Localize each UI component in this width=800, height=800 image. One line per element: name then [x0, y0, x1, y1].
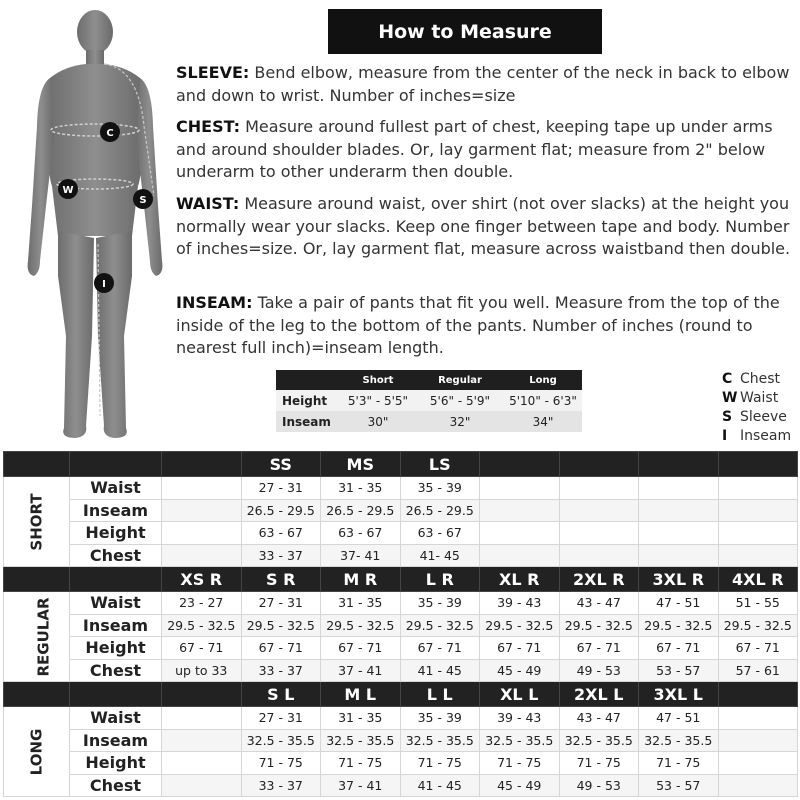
- svg-text:W: W: [62, 185, 74, 196]
- legend: [722, 370, 791, 446]
- size-row-inseam: [4, 614, 798, 637]
- size-label: L R: [400, 567, 480, 592]
- fit-cell: 34": [504, 411, 582, 432]
- size-cell: 43 - 47: [559, 592, 639, 615]
- size-cell: [639, 477, 719, 500]
- size-row-waist: [4, 477, 798, 500]
- group-label-text: SHORT: [27, 492, 46, 551]
- chest-instruction: CHEST: Measure around fullest part of chest, keeping tape up under arms and around shoulder blades. Or, lay garment flat; measure from 2" below underarm to other underarm then double.: [176, 117, 773, 181]
- size-cell: [718, 707, 798, 730]
- size-label: [718, 682, 798, 707]
- sleeve-instruction: SLEEVE: Bend elbow, measure from the center of the neck in back to elbow and down to wrist. Number of inches=size: [176, 63, 790, 105]
- fit-row-label: Inseam: [276, 411, 340, 432]
- fit-header-short: Short: [340, 370, 416, 390]
- size-cell: 29.5 - 32.5: [162, 614, 242, 637]
- size-label: XL L: [480, 682, 560, 707]
- size-cell: 26.5 - 29.5: [321, 499, 401, 522]
- size-cell: [718, 729, 798, 752]
- size-label: 3XL L: [639, 682, 719, 707]
- size-row-chest: [4, 544, 798, 567]
- measure-label: Height: [70, 637, 162, 660]
- size-header-row-long: [4, 682, 798, 707]
- size-cell: 71 - 75: [400, 752, 480, 775]
- header-corner: [70, 567, 162, 592]
- measure-label: Waist: [70, 592, 162, 615]
- size-cell: 29.5 - 32.5: [639, 614, 719, 637]
- size-cell: 53 - 57: [639, 774, 719, 797]
- size-label: XS R: [162, 567, 242, 592]
- size-cell: [480, 522, 560, 545]
- size-cell: [162, 499, 242, 522]
- size-cell: [718, 752, 798, 775]
- measure-label: Inseam: [70, 614, 162, 637]
- size-cell: 49 - 53: [559, 659, 639, 682]
- measure-label: Chest: [70, 544, 162, 567]
- waist-marker-icon: [58, 179, 78, 199]
- svg-text:I: I: [102, 279, 106, 290]
- size-cell: 71 - 75: [321, 752, 401, 775]
- measure-label: Chest: [70, 659, 162, 682]
- size-cell: [718, 544, 798, 567]
- size-cell: [718, 499, 798, 522]
- size-cell: 67 - 71: [559, 637, 639, 660]
- size-cell: 41 - 45: [400, 774, 480, 797]
- size-row-chest: [4, 659, 798, 682]
- body-figure: [20, 6, 170, 446]
- size-header-row-short: [4, 452, 798, 477]
- size-cell: [559, 544, 639, 567]
- header-corner: [70, 452, 162, 477]
- size-cell: 35 - 39: [400, 592, 480, 615]
- size-row-inseam: [4, 729, 798, 752]
- measure-label: Height: [70, 522, 162, 545]
- size-cell: 71 - 75: [639, 752, 719, 775]
- inseam-marker-icon: [94, 273, 114, 293]
- size-label: SS: [241, 452, 321, 477]
- size-cell: [639, 522, 719, 545]
- size-header-row-regular: [4, 567, 798, 592]
- fit-header-regular: Regular: [416, 370, 504, 390]
- size-row-waist: [4, 592, 798, 615]
- size-chart-table: [3, 451, 798, 797]
- size-cell: [718, 774, 798, 797]
- fit-cell: 5'6" - 5'9": [416, 390, 504, 411]
- size-cell: 26.5 - 29.5: [241, 499, 321, 522]
- size-cell: 39 - 43: [480, 592, 560, 615]
- measure-label: Waist: [70, 477, 162, 500]
- size-cell: 41- 45: [400, 544, 480, 567]
- fit-cell: 5'3" - 5'5": [340, 390, 416, 411]
- size-cell: [639, 544, 719, 567]
- fit-table: [276, 370, 582, 432]
- size-cell: [162, 707, 242, 730]
- chest-marker-icon: [100, 122, 120, 142]
- size-cell: 32.5 - 35.5: [321, 729, 401, 752]
- waist-instruction: WAIST: Measure around waist, over shirt (not over slacks) at the height you normally wear your slacks. Keep one finger between tape and body. Number of inches=size. Or, lay garment flat, measure across waistband then double.: [176, 194, 791, 258]
- size-cell: 71 - 75: [559, 752, 639, 775]
- size-cell: 71 - 75: [480, 752, 560, 775]
- size-cell: 27 - 31: [241, 592, 321, 615]
- legend-item-waist: W Waist: [722, 390, 779, 406]
- size-cell: 31 - 35: [321, 477, 401, 500]
- size-cell: 27 - 31: [241, 707, 321, 730]
- header-corner: [4, 452, 70, 477]
- size-cell: 29.5 - 32.5: [559, 614, 639, 637]
- size-cell: 63 - 67: [241, 522, 321, 545]
- size-label: LS: [400, 452, 480, 477]
- inseam-instruction: INSEAM: Take a pair of pants that fit you well. Measure from the top of the inside of the leg to the bottom of the pants. Number of inches (round to nearest full inch)=inseam length.: [176, 293, 780, 357]
- size-row-chest: [4, 774, 798, 797]
- size-cell: [559, 477, 639, 500]
- size-cell: [559, 499, 639, 522]
- size-label: S R: [241, 567, 321, 592]
- size-label: M R: [321, 567, 401, 592]
- size-cell: 43 - 47: [559, 707, 639, 730]
- size-row-height: [4, 752, 798, 775]
- size-cell: up to 33: [162, 659, 242, 682]
- size-cell: 31 - 35: [321, 592, 401, 615]
- size-label: 2XL R: [559, 567, 639, 592]
- fit-row-label: Height: [276, 390, 340, 411]
- size-cell: 32.5 - 35.5: [400, 729, 480, 752]
- page-title: How to Measure: [328, 9, 602, 54]
- size-cell: 31 - 35: [321, 707, 401, 730]
- size-label: 3XL R: [639, 567, 719, 592]
- size-cell: 29.5 - 32.5: [321, 614, 401, 637]
- fit-table-header: [276, 370, 582, 390]
- size-cell: 67 - 71: [480, 637, 560, 660]
- size-cell: 23 - 27: [162, 592, 242, 615]
- size-label: MS: [321, 452, 401, 477]
- size-row-height: [4, 637, 798, 660]
- size-cell: 26.5 - 29.5: [400, 499, 480, 522]
- size-cell: 67 - 71: [639, 637, 719, 660]
- size-cell: [718, 522, 798, 545]
- fit-row-height: [276, 390, 582, 411]
- size-cell: [480, 544, 560, 567]
- size-cell: 32.5 - 35.5: [639, 729, 719, 752]
- size-cell: 29.5 - 32.5: [480, 614, 560, 637]
- size-cell: [162, 522, 242, 545]
- measure-label: Waist: [70, 707, 162, 730]
- size-cell: 32.5 - 35.5: [559, 729, 639, 752]
- group-label-text: REGULAR: [34, 596, 53, 677]
- size-cell: 67 - 71: [321, 637, 401, 660]
- size-cell: 47 - 51: [639, 592, 719, 615]
- size-cell: 53 - 57: [639, 659, 719, 682]
- group-label-regular: [4, 592, 70, 682]
- svg-text:C: C: [106, 128, 114, 139]
- size-cell: 63 - 67: [400, 522, 480, 545]
- size-label: XL R: [480, 567, 560, 592]
- size-label: 4XL R: [718, 567, 798, 592]
- header-corner: [70, 682, 162, 707]
- size-cell: 67 - 71: [400, 637, 480, 660]
- size-label: M L: [321, 682, 401, 707]
- legend-item-chest: C Chest: [722, 371, 781, 387]
- group-label-text: LONG: [27, 728, 46, 775]
- fit-row-inseam: [276, 411, 582, 432]
- size-cell: 67 - 71: [162, 637, 242, 660]
- size-cell: 29.5 - 32.5: [241, 614, 321, 637]
- size-cell: 41 - 45: [400, 659, 480, 682]
- size-cell: 51 - 55: [718, 592, 798, 615]
- size-label: L L: [400, 682, 480, 707]
- size-cell: 57 - 61: [718, 659, 798, 682]
- size-label: 2XL L: [559, 682, 639, 707]
- size-cell: 67 - 71: [718, 637, 798, 660]
- size-cell: 63 - 67: [321, 522, 401, 545]
- size-cell: [162, 752, 242, 775]
- size-cell: 27 - 31: [241, 477, 321, 500]
- measure-label: Height: [70, 752, 162, 775]
- size-label: [162, 682, 242, 707]
- size-cell: [162, 544, 242, 567]
- size-cell: 37- 41: [321, 544, 401, 567]
- size-cell: 49 - 53: [559, 774, 639, 797]
- measure-label: Inseam: [70, 729, 162, 752]
- size-label: [480, 452, 560, 477]
- size-cell: [162, 729, 242, 752]
- size-cell: 45 - 49: [480, 774, 560, 797]
- fit-cell: 32": [416, 411, 504, 432]
- measure-label: Inseam: [70, 499, 162, 522]
- header-corner: [4, 682, 70, 707]
- size-label: [559, 452, 639, 477]
- size-label: [639, 452, 719, 477]
- legend-item-inseam: I Inseam: [722, 428, 792, 444]
- fit-table-corner: [276, 370, 340, 390]
- size-label: S L: [241, 682, 321, 707]
- size-cell: 33 - 37: [241, 659, 321, 682]
- group-label-short: [4, 477, 70, 567]
- size-cell: [480, 477, 560, 500]
- legend-item-sleeve: S Sleeve: [722, 409, 787, 425]
- svg-text:S: S: [139, 195, 147, 206]
- size-row-height: [4, 522, 798, 545]
- sleeve-marker-icon: [133, 189, 153, 209]
- fit-header-long: Long: [504, 370, 582, 390]
- size-cell: [559, 522, 639, 545]
- size-cell: 71 - 75: [241, 752, 321, 775]
- size-cell: 35 - 39: [400, 707, 480, 730]
- size-cell: 29.5 - 32.5: [718, 614, 798, 637]
- size-row-inseam: [4, 499, 798, 522]
- size-cell: 37 - 41: [321, 774, 401, 797]
- size-cell: 29.5 - 32.5: [400, 614, 480, 637]
- fit-cell: 5'10" - 6'3": [504, 390, 582, 411]
- size-cell: [718, 477, 798, 500]
- size-cell: 32.5 - 35.5: [480, 729, 560, 752]
- size-cell: 45 - 49: [480, 659, 560, 682]
- size-label: [718, 452, 798, 477]
- size-cell: 32.5 - 35.5: [241, 729, 321, 752]
- group-label-long: [4, 707, 70, 797]
- size-cell: 39 - 43: [480, 707, 560, 730]
- size-cell: 67 - 71: [241, 637, 321, 660]
- size-cell: 35 - 39: [400, 477, 480, 500]
- size-label: [162, 452, 242, 477]
- size-cell: 37 - 41: [321, 659, 401, 682]
- size-row-waist: [4, 707, 798, 730]
- size-cell: [162, 774, 242, 797]
- size-cell: 47 - 51: [639, 707, 719, 730]
- measure-label: Chest: [70, 774, 162, 797]
- size-cell: 33 - 37: [241, 544, 321, 567]
- fit-cell: 30": [340, 411, 416, 432]
- size-cell: [480, 499, 560, 522]
- size-cell: [639, 499, 719, 522]
- size-cell: [162, 477, 242, 500]
- size-cell: 33 - 37: [241, 774, 321, 797]
- header-corner: [4, 567, 70, 592]
